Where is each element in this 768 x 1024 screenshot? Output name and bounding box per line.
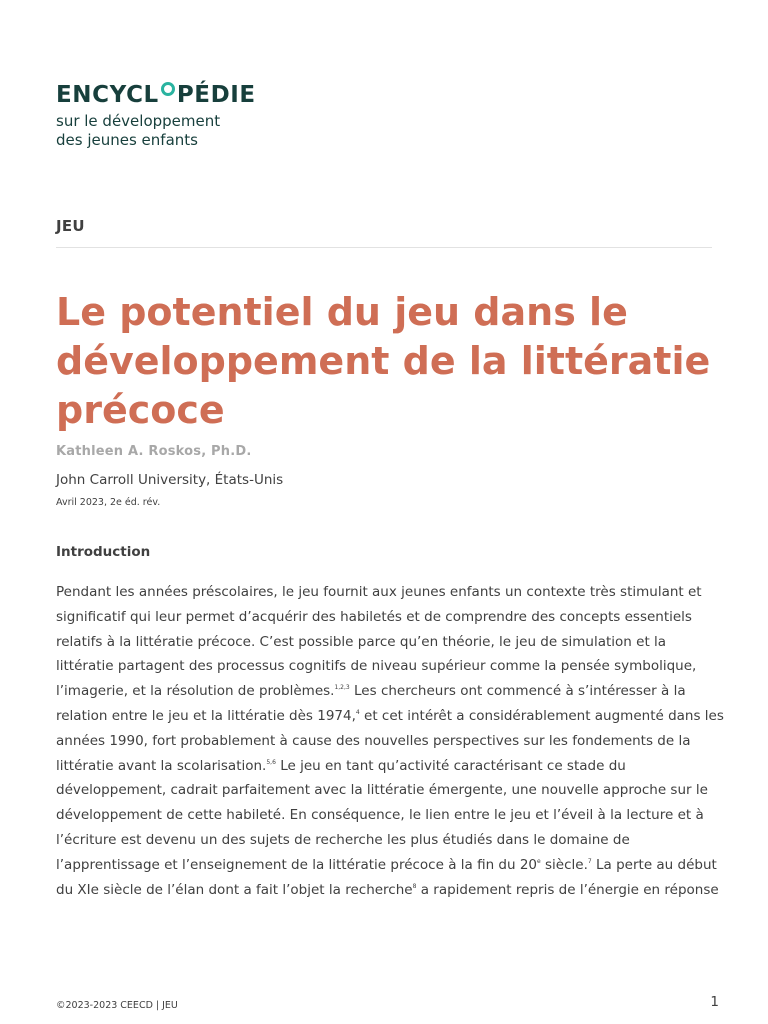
paragraph-line — [56, 630, 716, 655]
paragraph-text: relation entre le jeu et la littératie dès 1974, — [56, 707, 356, 724]
paragraph-line — [56, 679, 716, 704]
paragraph-line — [56, 853, 716, 878]
footnote-reference: 7 — [587, 857, 592, 865]
paragraph-text: siècle. — [540, 856, 588, 873]
paragraph-text: littératie partagent des processus cognitifs de niveau supérieur comme la pensée symbolique, — [56, 658, 697, 675]
section-heading: Introduction — [56, 544, 151, 560]
paragraph-line — [56, 778, 716, 803]
paragraph-line — [56, 580, 716, 605]
paragraph-line — [56, 754, 716, 779]
paragraph-text: du XIe siècle de l’élan dont a fait l’objet la recherche — [56, 881, 413, 898]
logo-wordmark-part1: ENCYCL — [56, 82, 159, 108]
paragraph-line — [56, 654, 716, 679]
paragraph-text: développement, cadrait parfaitement avec la littératie émergente, une nouvelle approche sur le — [56, 782, 708, 799]
page-number: 1 — [710, 994, 719, 1010]
author-name: Kathleen A. Roskos, Ph.D. — [56, 444, 252, 459]
footer-copyright: ©2023-2023 CEECD | JEU — [56, 1000, 178, 1011]
category-label: JEU — [56, 217, 85, 235]
paragraph-text: a rapidement repris de l’énergie en réponse — [416, 881, 719, 898]
logo-circle-icon — [161, 82, 175, 96]
paragraph-text: La perte au début — [591, 856, 717, 873]
logo-subtitle-line1: sur le développement — [56, 112, 221, 130]
paragraph-text: années 1990, fort probablement à cause des nouvelles perspectives sur les fondements de la — [56, 732, 691, 749]
author-affiliation: John Carroll University, États-Unis — [56, 472, 284, 488]
paragraph-text: relatifs à la littératie précoce. C’est possible parce qu’en théorie, le jeu de simulation et la — [56, 633, 667, 650]
introduction-paragraph — [56, 580, 724, 902]
footnote-reference: 1,2,3 — [334, 684, 350, 692]
footnote-reference: 5,6 — [266, 758, 276, 766]
footnote-reference: 4 — [355, 708, 360, 716]
paragraph-text: littératie avant la scolarisation. — [56, 757, 267, 774]
publication-date: Avril 2023, 2e éd. rév. — [56, 497, 161, 508]
paragraph-text: l’imagerie, et la résolution de problèmes. — [56, 683, 335, 700]
paragraph-text: significatif qui leur permet d’acquérir des habiletés et de comprendre des concepts essentiels — [56, 608, 692, 625]
paragraph-text: Pendant les années préscolaires, le jeu fournit aux jeunes enfants un contexte très stimulant et — [56, 584, 702, 600]
paragraph-text: et cet intérêt a considérablement augmenté dans les — [359, 707, 724, 724]
logo-wordmark-part2: PÉDIE — [176, 82, 256, 108]
paragraph-text: Les chercheurs ont commencé à s’intéresser à la — [349, 683, 686, 700]
paragraph-text: développement de cette habileté. En conséquence, le lien entre le jeu et l’éveil à la lecture et à — [56, 807, 704, 824]
footnote-reference: e — [537, 857, 541, 865]
paragraph-line — [56, 605, 716, 630]
paragraph-line — [56, 878, 719, 903]
logo-subtitle-line2: des jeunes enfants — [56, 131, 198, 149]
paragraph-line — [56, 729, 716, 754]
logo-wordmark — [56, 78, 256, 112]
category-divider — [56, 247, 712, 248]
paragraph-line — [56, 803, 716, 828]
footnote-reference: 8 — [412, 882, 417, 890]
paragraph-text: l’écriture est devenu un des sujets de recherche les plus étudiés dans le domaine de — [56, 831, 630, 848]
paragraph-text: Le jeu en tant qu’activité caractérisant ce stade du — [275, 757, 626, 774]
article-title: Le potentiel du jeu dans le développement de la littératie précoce — [56, 290, 711, 432]
encyclopedia-logo — [56, 78, 256, 150]
paragraph-text: l’apprentissage et l’enseignement de la littératie précoce à la fin du 20 — [56, 856, 538, 873]
paragraph-line — [56, 704, 724, 729]
paragraph-line — [56, 828, 716, 853]
